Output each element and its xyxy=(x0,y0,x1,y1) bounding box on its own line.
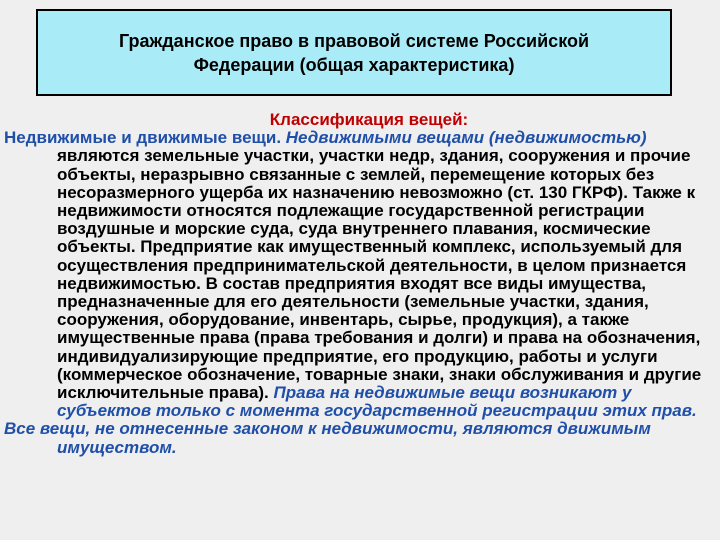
paragraph-real-property xyxy=(4,129,704,420)
paragraph-lead: Недвижимые и движимые вещи. xyxy=(4,128,282,148)
real-property-definition: являются земельные участки, участки недр, здания, сооружения и прочие объекты, неразрывно связанные с землей, перемещение которых без несоразмерного ущерба их назначению невозможно (ст. 130 ГКРФ). Также к недвижимости относятся подлежащие государственной регистрации воздушные и морские суда, суда внутреннего плавания, космические объекты. Предприятие как имущественный комплекс, используемый для осуществления предпринимательской деятельности, в целом признается недвижимостью. В состав предприятия входят все виды имущества, предназначенные для его деятельности (земельные участки, здания, сооружения, оборудование, инвентарь, сырье, продукция), а также имущественные права (права требования и долги) и права на обозначения, индивидуализирующие предприятие, его продукцию, работы и услуги (коммерческое обозначение, товарные знаки, знаки обслуживания и другие исключительные права). xyxy=(57,146,702,403)
slide-title-box xyxy=(36,9,672,96)
registration-note: Права на недвижимые вещи возникают у субъектов только с момента государственной регистрации этих прав. xyxy=(57,383,697,421)
slide-title: Гражданское право в правовой системе Российской Федерации (общая характеристика) xyxy=(118,30,590,75)
slide-content xyxy=(4,111,704,457)
real-property-term: Недвижимыми вещами (недвижимостью) xyxy=(285,128,647,148)
paragraph-movable-property: Все вещи, не отнесенные законом к недвижимости, являются движимым имуществом. xyxy=(4,419,651,457)
classification-heading: Классификация вещей: xyxy=(269,110,469,129)
